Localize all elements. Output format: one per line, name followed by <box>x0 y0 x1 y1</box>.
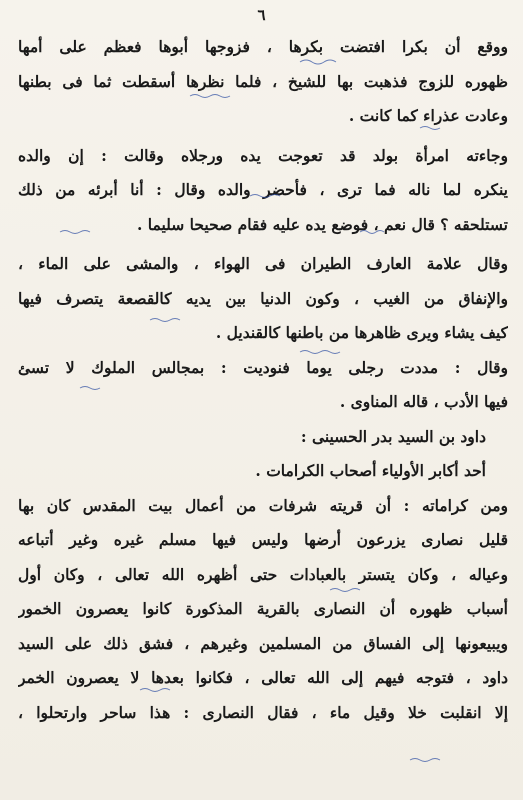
text-line: وعادت عذراء كما كانت . <box>348 106 508 125</box>
text-line: ظهوره للزوج فذهبت بها للشيخ ، فلما نظرها أسقطت ثما فى بطنها <box>18 71 508 91</box>
text-line: إلا انقلبت خلا وقيل ماء ، فقال النصارى : هذا ساحر وارتحلوا ، <box>18 702 508 722</box>
text-line: وجاءته امرأة بولد قد تعوجت يده ورجلاه وقالت : إن والده <box>18 145 508 165</box>
text-line: قليل نصارى يزرعون أرضها وليس فيها مسلم غيره وغير أتباعه <box>18 530 508 549</box>
text-line: ومن كراماته : أن قريته شرفات من أعمال بيت المقدس كان بها <box>18 495 508 515</box>
text-line: تستلحقه ؟ قال نعم ، فوضع يده عليه فقام صحيحا سليما . <box>137 214 508 234</box>
text-line: كيف يشاء ويرى ظاهرها من باطنها كالقنديل . <box>215 323 508 342</box>
text-line: أحد أكابر الأولياء أصحاب الكرامات . <box>255 461 486 480</box>
text-line: ينكره لما ناله فما ترى ، فأحضر والده وقال : أنا أبرئه من ذلك <box>18 180 508 199</box>
text-line: فيها الأدب ، قاله المناوى . <box>339 392 508 411</box>
text-line: والإنفاق من الغيب ، وكون الدنيا بين يديه كالقصعة يتصرف فيها <box>18 288 508 308</box>
text-line: داود ، فتوجه فيهم إلى الله تعالى ، فكانوا بعدها لا يعصرون الخمر <box>18 668 508 687</box>
section-heading: داود بن السيد بدر الحسينى : <box>300 426 486 446</box>
text-line: ووقع أن بكرا افتضت بكرها ، فزوجها أبوها فعظم على أمها <box>18 37 508 56</box>
text-line: وعياله ، وكان يتستر بالعبادات حتى أظهره الله تعالى ، وكان أول <box>18 564 508 584</box>
text-line: وقال : مددت رجلى يوما فنوديت : بمجالس الملوك لا تسئ <box>18 357 508 377</box>
body-text <box>18 30 508 730</box>
text-line: وقال علامة العارف الطيران فى الهواء ، والمشى على الماء ، <box>18 254 508 273</box>
text-line: أسباب ظهوره أن النصارى بالقرية المذكورة كانوا يعصرون الخمور <box>18 599 508 618</box>
text-line: ويبيعونها إلى الفساق من المسلمين وغيرهم ، فشق ذلك على السيد <box>18 633 508 653</box>
page-number: ٦ <box>257 6 266 24</box>
